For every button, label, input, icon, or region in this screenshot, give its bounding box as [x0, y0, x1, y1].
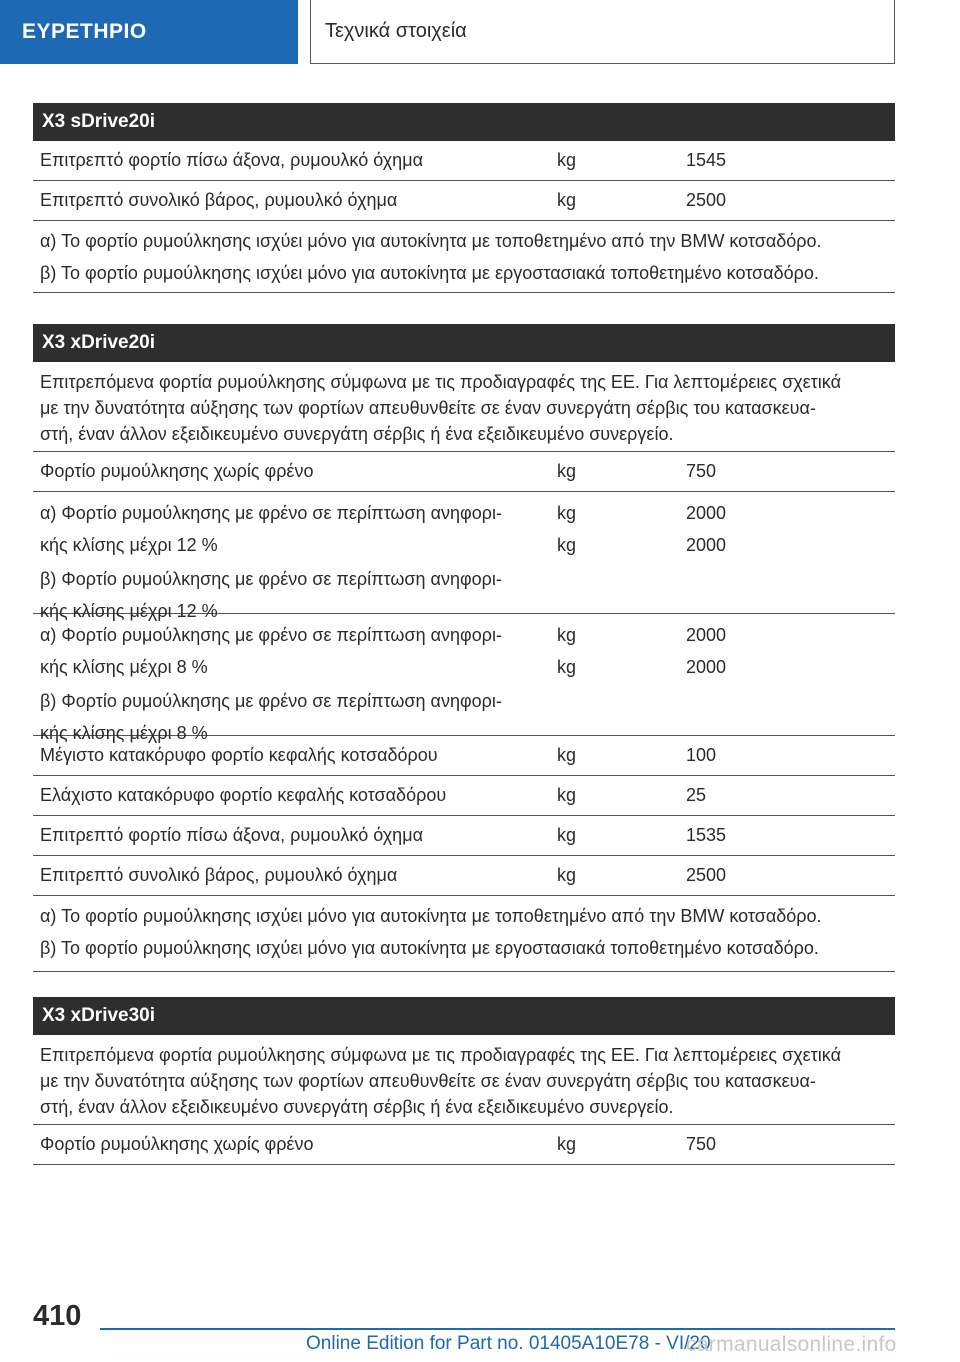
row-value: 750	[686, 1134, 717, 1154]
row-unit: kg	[557, 825, 577, 845]
row-unit	[557, 619, 576, 683]
value-line: 2000	[686, 625, 727, 645]
row-unit: kg	[557, 785, 577, 805]
table-row	[33, 452, 895, 492]
row-label: Μέγιστο κατακόρυφο φορτίο κεφαλής κοτσαδόρου	[40, 745, 438, 765]
table-row	[33, 181, 895, 221]
table-row	[33, 776, 895, 816]
row-value: 2500	[686, 190, 727, 210]
row-value: 25	[686, 785, 707, 805]
row-unit: kg	[557, 150, 577, 170]
value-line: 2000	[686, 503, 727, 523]
row-value	[686, 619, 726, 683]
value-line: 2000	[686, 657, 727, 677]
section-heading: X3 xDrive30i	[33, 997, 895, 1035]
index-button[interactable]: ΕΥΡΕΤΗΡΙΟ	[0, 0, 298, 64]
footnote: α) Το φορτίο ρυμούλκησης ισχύει μόνο για αυτοκίνητα με τοποθετημένο από την BMW κοτσαδόρο.	[40, 906, 822, 926]
spec-table-sdrive20i	[33, 103, 895, 293]
spec-table-xdrive30i	[33, 997, 895, 1165]
unit-line: kg	[557, 625, 577, 645]
row-label: Επιτρεπτό φορτίο πίσω άξονα, ρυμουλκό όχημα	[40, 825, 423, 845]
row-unit	[557, 497, 576, 561]
row-value: 1535	[686, 825, 727, 845]
section-heading: X3 xDrive20i	[33, 324, 895, 362]
section-heading: X3 sDrive20i	[33, 103, 895, 141]
row-value: 100	[686, 745, 717, 765]
row-label: Επιτρεπτό συνολικό βάρος, ρυμουλκό όχημα	[40, 190, 398, 210]
label-line: κής κλίσης μέχρι 12 %	[40, 601, 218, 621]
label-line: β) Φορτίο ρυμούλκησης με φρένο σε περίπτωση ανηφορι-	[40, 691, 502, 711]
row-label: Επιτρεπτό συνολικό βάρος, ρυμουλκό όχημα	[40, 865, 398, 885]
intro-line: Επιτρεπόμενα φορτία ρυμούλκησης σύμφωνα με τις προδιαγραφές της ΕΕ. Για λεπτομέρειες σχετικά	[40, 372, 841, 392]
table-row	[33, 492, 895, 621]
label-line: α) Φορτίο ρυμούλκησης με φρένο σε περίπτωση ανηφορι-	[40, 503, 502, 523]
label-line: κής κλίσης μέχρι 8 %	[40, 657, 208, 677]
table-row	[33, 141, 895, 181]
table-row	[33, 816, 895, 856]
row-value	[686, 497, 726, 561]
value-line: 2000	[686, 535, 727, 555]
intro-line: Επιτρεπόμενα φορτία ρυμούλκησης σύμφωνα με τις προδιαγραφές της ΕΕ. Για λεπτομέρειες σχετικά	[40, 1045, 841, 1065]
label-line: β) Φορτίο ρυμούλκησης με φρένο σε περίπτωση ανηφορι-	[40, 569, 502, 589]
row-unit: kg	[557, 461, 577, 481]
spec-table-xdrive20i	[33, 324, 895, 972]
edition-info: Online Edition for Part no. 01405A10E78 - VI/20	[306, 1333, 711, 1354]
intro-paragraph	[33, 362, 895, 452]
intro-line: στή, έναν άλλον εξειδικευμένο συνεργάτη σέρβις ή ένα εξειδικευμένο συνεργείο.	[40, 1097, 674, 1117]
row-label	[40, 497, 550, 627]
footnote: α) Το φορτίο ρυμούλκησης ισχύει μόνο για αυτοκίνητα με τοποθετημένο από την BMW κοτσαδόρο.	[40, 231, 822, 251]
footnotes	[33, 896, 895, 972]
unit-line: kg	[557, 657, 577, 677]
row-value: 1545	[686, 150, 727, 170]
footnote: β) Το φορτίο ρυμούλκησης ισχύει μόνο για αυτοκίνητα με εργοστασιακά τοποθετημένο κοτσαδόρο.	[40, 938, 819, 958]
row-value: 2500	[686, 865, 727, 885]
table-row	[33, 1125, 895, 1165]
footnotes	[33, 221, 895, 293]
page-number: 410	[33, 1300, 82, 1332]
row-label: Ελάχιστο κατακόρυφο φορτίο κεφαλής κοτσαδόρου	[40, 785, 447, 805]
table-row	[33, 856, 895, 896]
row-unit: kg	[557, 190, 577, 210]
chapter-title[interactable]: Τεχνικά στοιχεία	[310, 0, 895, 64]
unit-line: kg	[557, 503, 577, 523]
row-label	[40, 619, 550, 749]
footer-divider	[100, 1328, 895, 1330]
row-unit: kg	[557, 745, 577, 765]
row-value: 750	[686, 461, 717, 481]
label-line: κής κλίσης μέχρι 12 %	[40, 535, 218, 555]
row-unit: kg	[557, 865, 577, 885]
intro-line: με την δυνατότητα αύξησης των φορτίων απευθυνθείτε σε έναν συνεργάτη σέρβις του κατασκευα-	[40, 398, 816, 418]
top-navigation	[0, 0, 960, 66]
watermark: carmanualsonline.info	[686, 1333, 897, 1356]
row-label: Φορτίο ρυμούλκησης χωρίς φρένο	[40, 1134, 314, 1154]
footnote: β) Το φορτίο ρυμούλκησης ισχύει μόνο για αυτοκίνητα με εργοστασιακά τοποθετημένο κοτσαδόρο.	[40, 263, 819, 283]
unit-line: kg	[557, 535, 577, 555]
row-unit: kg	[557, 1134, 577, 1154]
table-row	[33, 736, 895, 776]
label-line: κής κλίσης μέχρι 8 %	[40, 723, 208, 743]
intro-paragraph	[33, 1035, 895, 1125]
row-label: Φορτίο ρυμούλκησης χωρίς φρένο	[40, 461, 314, 481]
table-row	[33, 614, 895, 743]
intro-line: στή, έναν άλλον εξειδικευμένο συνεργάτη σέρβις ή ένα εξειδικευμένο συνεργείο.	[40, 424, 674, 444]
intro-line: με την δυνατότητα αύξησης των φορτίων απευθυνθείτε σε έναν συνεργάτη σέρβις του κατασκευα-	[40, 1071, 816, 1091]
row-label: Επιτρεπτό φορτίο πίσω άξονα, ρυμουλκό όχημα	[40, 150, 423, 170]
label-line: α) Φορτίο ρυμούλκησης με φρένο σε περίπτωση ανηφορι-	[40, 625, 502, 645]
